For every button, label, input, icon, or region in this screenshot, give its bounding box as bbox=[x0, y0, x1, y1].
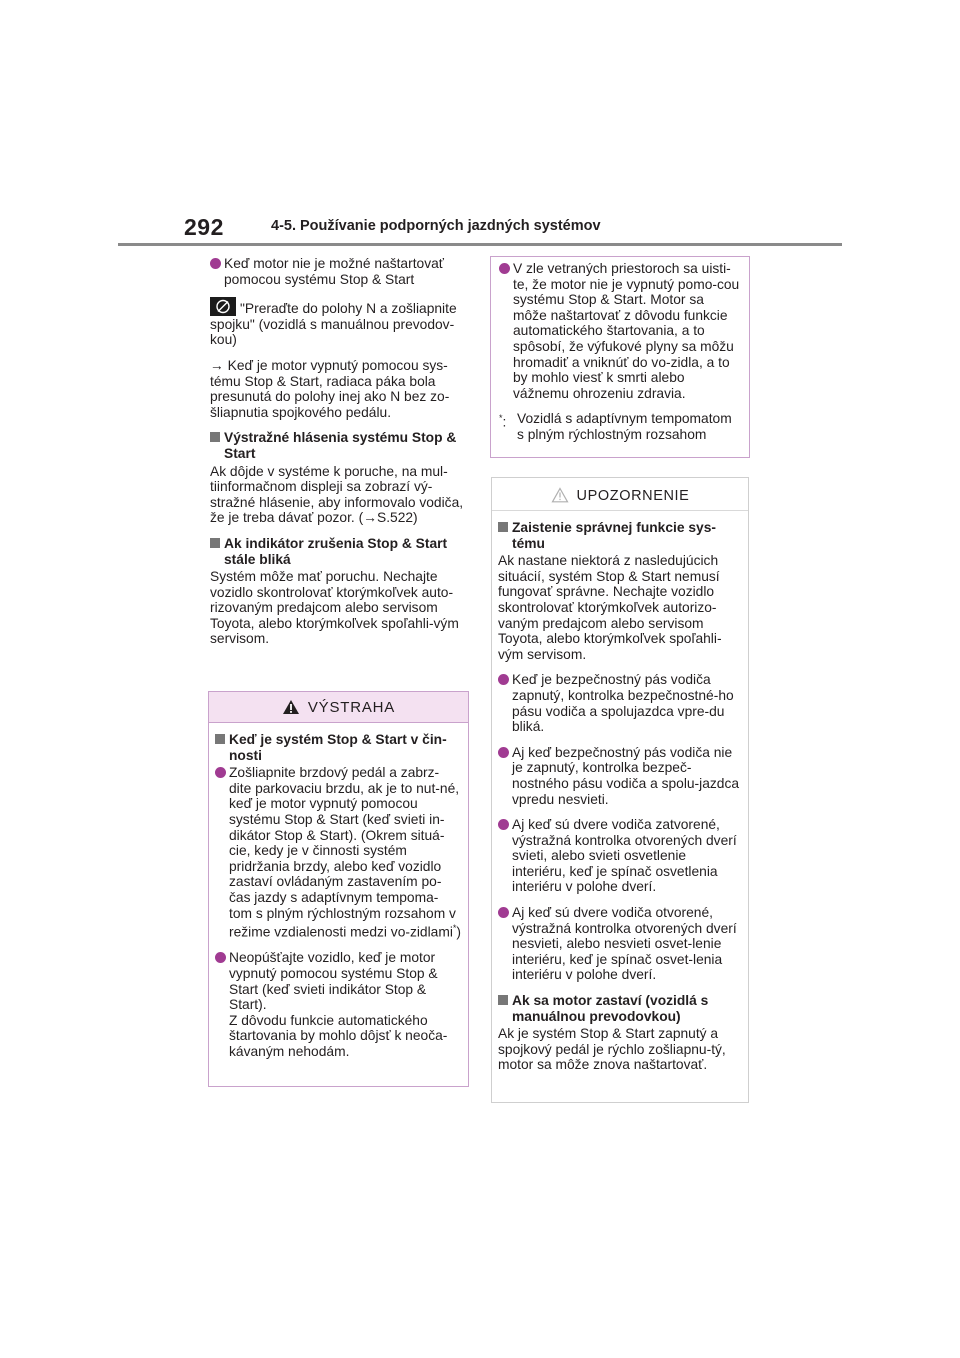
paragraph: Ak dôjde v systéme k poruche, na mul-tiinformačnom displeji sa zobrazí vý-stražné hlásenie, aby informovalo vodiča, že je treba dávať pozor. (→S.522) bbox=[210, 463, 464, 526]
item-text: Aj keď bezpečnostný pás vodiča nie je zapnutý, kontrolka bezpeč-nostného pásu vodiča a spolu-jazdca vpredu nesvieti. bbox=[512, 744, 740, 807]
list-item bbox=[498, 672, 741, 734]
subheading bbox=[498, 520, 741, 551]
subheading bbox=[210, 430, 468, 461]
left-column bbox=[210, 256, 468, 657]
square-marker-icon bbox=[215, 734, 225, 744]
item-text-continued: Z dôvodu funkcie automatického štartovania by mohlo dôjsť k neoča-kávaným nehodám. bbox=[229, 1012, 448, 1059]
subheading-text: Výstražné hlásenia systému Stop & Start bbox=[224, 430, 457, 461]
paragraph: Systém môže mať poruchu. Nechajte vozidlo skontrolovať ktorýmkoľvek auto-rizovaným predajcom alebo servisom Toyota, alebo ktorýmkoľvek spoľahli-vým servisom. bbox=[210, 569, 459, 647]
paragraph: Ak je systém Stop & Start zapnutý a spojkový pedál je rýchlo zošliapnu-tý, motor sa môže znova naštartovať. bbox=[498, 1026, 726, 1073]
square-marker-icon bbox=[210, 432, 220, 442]
footnote-mark: * bbox=[452, 923, 457, 934]
square-marker-icon bbox=[210, 538, 220, 548]
header-divider bbox=[118, 243, 842, 246]
message-text: "Preraďte do polohy N a zošliapnite spojku" (vozidlá s manuálnou prevodov-kou) bbox=[210, 301, 457, 348]
bullet-icon bbox=[210, 258, 221, 269]
subheading bbox=[498, 993, 741, 1024]
notice-box bbox=[491, 477, 749, 1103]
notice-header bbox=[492, 478, 748, 511]
bullet-icon bbox=[215, 952, 226, 963]
car-shift-indicator-icon bbox=[210, 297, 236, 316]
message-paragraph bbox=[210, 297, 468, 348]
item-text-end: ) bbox=[456, 924, 462, 940]
notice-body bbox=[492, 511, 748, 1073]
footnote-marker: *: bbox=[499, 413, 507, 430]
item-text: Keď motor nie je možné naštartovať pomocou systému Stop & Start bbox=[224, 256, 444, 287]
list-item bbox=[215, 765, 461, 940]
item-text: Zošliapnite brzdový pedál a zabrz-dite parkovaciu brzdu, ak je to nut-né, keď je motor vypnutý pomocou systému Stop & Start (keď svieti in-dikátor Stop & Start). (Okrem situá-cie, kedy je v činnosti systém pridržania brzdy, alebo keď vozidlo zastaví ovládaným zastavením po-čas jazdy s adaptívnym tempoma-tom s plným rýchlostným rozsahom v režime vzdialenosti medzi vo-zidlami bbox=[229, 765, 460, 940]
subheading-text: Zaistenie správnej funkcie sys-tému bbox=[512, 520, 716, 551]
subheading-text: Keď je systém Stop & Start v čin-nosti bbox=[229, 732, 447, 763]
item-text: V zle vetraných priestoroch sa uisti-te, že motor nie je vypnutý pomo-cou systému Stop & Start. Motor sa môže naštartovať z dôvodu funkcie automatického štartovania, a to spôsobí, že výfukové plyny sa môžu hromadiť a vniknúť do vo-zidla, a to by mohlo viesť k smrti alebo vážnemu ohrozeniu zdravia. bbox=[513, 261, 740, 401]
section-title: 4-5. Používanie podporných jazdných systémov bbox=[271, 218, 601, 234]
warning-continuation-body bbox=[491, 257, 749, 443]
bullet-icon bbox=[498, 747, 509, 758]
item-text: Keď je bezpečnostný pás vodiča zapnutý, kontrolka bezpečnostné-ho pásu vodiča a spolujazdca vpre-du bliká. bbox=[512, 672, 734, 735]
caution-triangle-icon bbox=[551, 487, 569, 503]
list-item bbox=[210, 256, 468, 287]
list-item bbox=[498, 905, 741, 983]
subheading bbox=[210, 536, 468, 567]
list-item bbox=[498, 745, 741, 807]
warning-triangle-icon bbox=[282, 699, 300, 715]
paragraph: Ak nastane niektorá z nasledujúcich situácií, systém Stop & Start nemusí fungovať správne. Nechajte vozidlo skontrolovať ktorýmkoľvek autorizo-vaným predajcom alebo servisom Toyota, alebo ktorýmkoľvek spoľahli-vým servisom. bbox=[498, 553, 722, 662]
warning-box bbox=[208, 691, 469, 1087]
subheading-text: Ak indikátor zrušenia Stop & Start stále bliká bbox=[224, 535, 448, 567]
page-header bbox=[184, 206, 844, 246]
footnote-text: Vozidlá s adaptívnym tempomatom s plným rýchlostným rozsahom bbox=[517, 411, 732, 442]
footnote bbox=[499, 411, 741, 442]
page-number: 292 bbox=[184, 214, 224, 240]
warning-header bbox=[209, 692, 468, 723]
square-marker-icon bbox=[498, 522, 508, 532]
item-text: Aj keď sú dvere vodiča otvorené, výstražná kontrolka otvorených dverí nesvieti, alebo nesvieti osvet-lenie interiéru, keď je spínač osvet-lenia interiéru v polohe dverí. bbox=[512, 905, 737, 983]
subheading-text: Ak sa motor zastaví (vozidlá s manuálnou prevodovkou) bbox=[512, 993, 709, 1024]
bullet-icon bbox=[498, 819, 509, 830]
notice-title: UPOZORNENIE bbox=[576, 488, 690, 504]
bullet-icon bbox=[215, 767, 226, 778]
list-item bbox=[499, 261, 741, 401]
item-text: Neopúšťajte vozidlo, keď je motor vypnutý pomocou systému Stop & Start (keď svieti indikátor Stop & Start). bbox=[229, 950, 438, 1013]
arrow-paragraph: → Keď je motor vypnutý pomocou sys-tému Stop & Start, radiaca páka bola presunutá do polohy inej ako N bez zo-šliapnutia spojkového pedálu. bbox=[210, 357, 450, 420]
item-text: Aj keď sú dvere vodiča zatvorené, výstražná kontrolka otvorených dverí svieti, alebo svieti osvetlenie interiéru, keď je spínač osvetlenia interiéru v polohe dverí. bbox=[512, 817, 737, 895]
subheading bbox=[215, 732, 461, 763]
warning-continuation-box bbox=[490, 256, 750, 458]
list-item bbox=[498, 817, 741, 895]
bullet-icon bbox=[498, 674, 509, 685]
square-marker-icon bbox=[498, 995, 508, 1005]
bullet-icon bbox=[499, 263, 510, 274]
bullet-icon bbox=[498, 907, 509, 918]
warning-title: VÝSTRAHA bbox=[307, 699, 396, 716]
list-item bbox=[215, 950, 461, 1059]
warning-body bbox=[209, 723, 468, 1059]
